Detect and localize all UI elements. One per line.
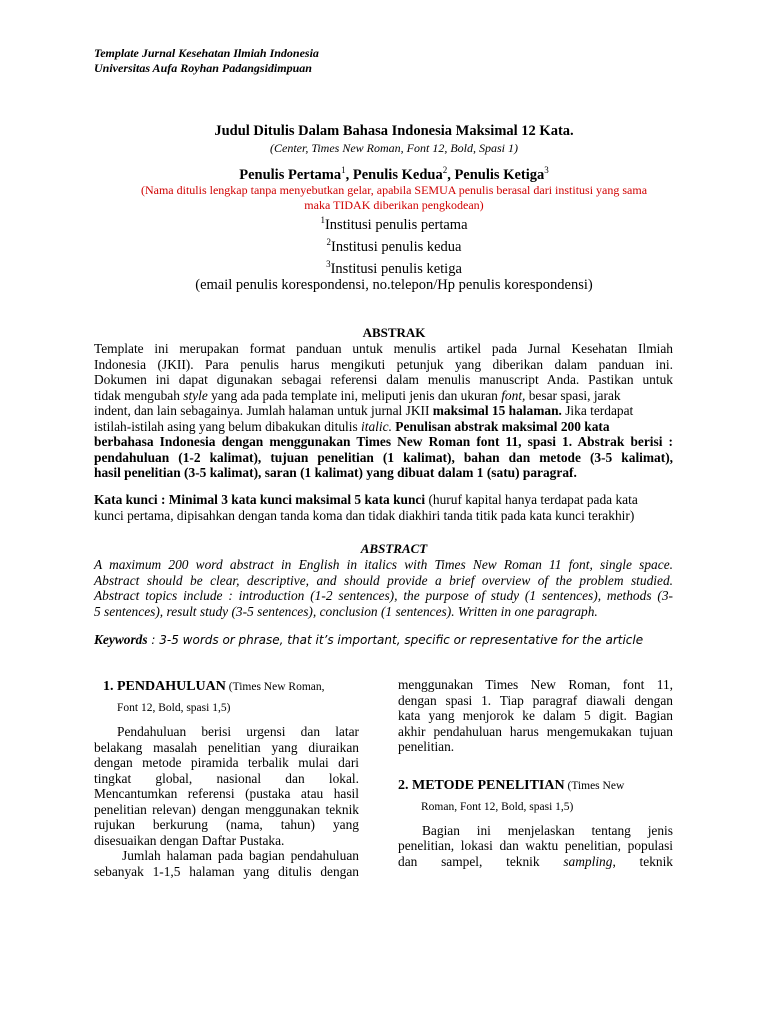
keywords [94, 632, 643, 648]
abstract-line: Abstract should be clear, descriptive, and should provide a brief overview of the problem studied. [94, 572, 673, 588]
kata-kunci-line: kunci pertama, dipisahkan dengan tanda koma dan tidak diakhiri tanda titik pada kata kunci terakhir) [94, 507, 635, 523]
text-run: italic. [361, 418, 392, 434]
para-line: sebanyak 1-1,5 halaman yang ditulis dengan [94, 863, 359, 879]
university-name: Universitas Aufa Royhan Padangsidimpuan [94, 61, 312, 75]
para-line: Mencantumkan referensi (pustaka atau hasil [94, 786, 359, 801]
abstrak-line [94, 419, 673, 435]
institution-3 [94, 256, 694, 278]
author-1: Penulis Pertama [239, 166, 342, 183]
text-run: istilah-istilah asing yang belum dibakukan ditulis [94, 418, 362, 434]
section-title: 1. PENDAHULUAN [103, 679, 226, 694]
para-line [398, 854, 673, 870]
text-run: besar spasi, jarak [525, 387, 621, 403]
para-line: disesuaikan dengan Daftar Pustaka. [94, 832, 285, 848]
paper-title: Judul Ditulis Dalam Bahasa Indonesia Maksimal 12 Kata. [214, 123, 574, 139]
institution-sup: 2 [326, 236, 331, 247]
keywords-text: : 3-5 words or phrase, that it’s important, specific or representative for the article [147, 633, 644, 647]
section-heading-metode [398, 777, 673, 795]
text-run: tidak mengubah [94, 387, 184, 403]
journal-header [94, 46, 319, 76]
text-run: yang ada pada template ini, meliputi jenis dan ukuran [207, 387, 502, 403]
left-column [94, 678, 359, 879]
para-line: akhir pendahuluan harus mengemukakan tujuan [398, 723, 673, 739]
institution-list [94, 212, 694, 294]
right-column [398, 677, 673, 869]
institution-sup: 3 [326, 258, 331, 269]
para-line: penelitian relevan) dengan menggunakan teknik [94, 801, 359, 817]
abstrak-line: pendahuluan (1-2 kalimat), tujuan penelitian (1 kalimat), bahan dan metode (3-5 kalimat), [94, 449, 673, 465]
author-note-line-1: (Nama ditulis lengkap tanpa menyebutkan gelar, apabila SEMUA penulis berasal dari institusi yang sama [140, 183, 648, 197]
text-run: Penulisan abstrak maksimal 200 kata [391, 418, 610, 434]
email-line: (email penulis korespondensi, no.telepon/Hp penulis korespondensi) [195, 277, 593, 294]
text-run: dan sampel, teknik [398, 853, 564, 869]
para-line: kata yang menjorok ke dalam 5 digit. Bagian [398, 708, 673, 723]
section-format-note-2: Font 12, Bold, spasi 1,5) [117, 701, 231, 714]
abstrak-line: berbahasa Indonesia dengan menggunakan Times New Roman font 11, spasi 1. Abstrak berisi : [94, 434, 673, 449]
abstract-heading: ABSTRACT [360, 541, 428, 556]
text-run: indent, dan lain sebagainya. Jumlah halaman untuk jurnal JKII [94, 403, 433, 418]
abstract-line: A maximum 200 word abstract in English in italics with Times New Roman 11 font, single space. [94, 557, 673, 572]
abstract-line: Abstract topics include : introduction (1-2 sentences), the purpose of study (1 sentences), methods (3- [94, 588, 673, 603]
kata-kunci [94, 492, 673, 523]
para-line: belakang masalah penelitian yang diuraikan [94, 739, 359, 755]
abstrak-line [94, 403, 673, 419]
author-3: Penulis Ketiga [454, 166, 545, 183]
text-run: maksimal 15 halaman. [432, 403, 562, 418]
keywords-label: Keywords [94, 632, 148, 647]
institution-name: Institusi penulis pertama [324, 216, 468, 233]
abstrak-line: Template ini merupakan format panduan untuk menulis artikel pada Jurnal Kesehatan Ilmiah [94, 341, 673, 356]
author-list [94, 165, 694, 184]
para-line: tingkat global, nasional dan lokal. [94, 770, 359, 786]
author-note-line-2: maka TIDAK diberikan pengkodean) [304, 198, 484, 212]
section-title: 2. METODE PENELITIAN [398, 777, 565, 793]
text-run: (huruf kapital hanya terdapat pada kata [425, 492, 638, 507]
abstract-body [94, 557, 673, 619]
journal-name: Template Jurnal Kesehatan Ilmiah Indonesia [94, 46, 319, 60]
abstrak-line: Indonesia (JKII). Para penulis harus mengikuti petunjuk yang diberikan dalam panduan ini. [94, 356, 673, 372]
abstrak-line [94, 388, 673, 404]
author-2: Penulis Kedua [352, 166, 443, 183]
kata-kunci-line [94, 492, 673, 508]
author-note [94, 183, 694, 213]
author-sep: , [345, 166, 353, 183]
institution-name: Institusi penulis kedua [331, 238, 462, 255]
institution-sup: 1 [320, 215, 325, 225]
section-format-note: (Times New Roman, [225, 681, 325, 693]
section-heading-pendahuluan [94, 678, 359, 696]
para-line: Pendahuluan berisi urgensi dan latar [117, 724, 359, 739]
abstrak-line: hasil penelitian (3-5 kalimat), saran (1 kalimat) yang dibuat dalam 1 (satu) paragraf. [94, 465, 577, 480]
author-3-sup: 3 [544, 165, 549, 175]
section-format-note-2: Roman, Font 12, Bold, spasi 1,5) [421, 801, 574, 813]
abstrak-body [94, 341, 673, 481]
abstrak-line: Dokumen ini dapat digunakan sebagai referensi dalam menulis manuscript Anda. Pastikan untuk [94, 372, 673, 387]
para-line: dengan metode piramida terbalik mulai dari [94, 755, 359, 770]
title-format-note: (Center, Times New Roman, Font 12, Bold, Spasi 1) [270, 141, 518, 155]
abstract-line: 5 sentences), result study (3-5 sentences), conclusion (1 sentences). Written in one paragraph. [94, 603, 598, 619]
paragraph [94, 724, 359, 879]
para-line: dengan spasi 1. Tiap paragraf diawali dengan [398, 692, 673, 708]
institution-1 [94, 212, 694, 234]
institution-2 [94, 234, 694, 256]
kata-kunci-label: Kata kunci : Minimal 3 kata kunci maksimal 5 kata kunci [94, 492, 426, 507]
author-1-sup: 1 [341, 165, 346, 175]
para-line: menggunakan Times New Roman, font 11, [398, 677, 673, 692]
section-format-note: (Times New [564, 779, 625, 792]
text-run: style [183, 387, 208, 403]
para-line: penelitian, lokasi dan waktu penelitian, populasi [398, 838, 673, 853]
para-line: Bagian ini menjelaskan tentang jenis [422, 822, 673, 838]
abstrak-heading: ABSTRAK [362, 325, 426, 340]
para-line: Jumlah halaman pada bagian pendahuluan [122, 848, 359, 863]
para-line: penelitian. [398, 739, 455, 754]
paragraph [398, 823, 673, 870]
text-run: sampling [563, 853, 613, 869]
author-sep: , [447, 166, 455, 183]
para-line: rujukan berkurung (nama, tahun) yang [94, 817, 359, 832]
text-run: Jika terdapat [561, 403, 634, 418]
text-run: font, [501, 387, 526, 403]
author-2-sup: 2 [442, 165, 448, 175]
text-run: , teknik [612, 853, 674, 869]
institution-name: Institusi penulis ketiga [330, 260, 462, 277]
